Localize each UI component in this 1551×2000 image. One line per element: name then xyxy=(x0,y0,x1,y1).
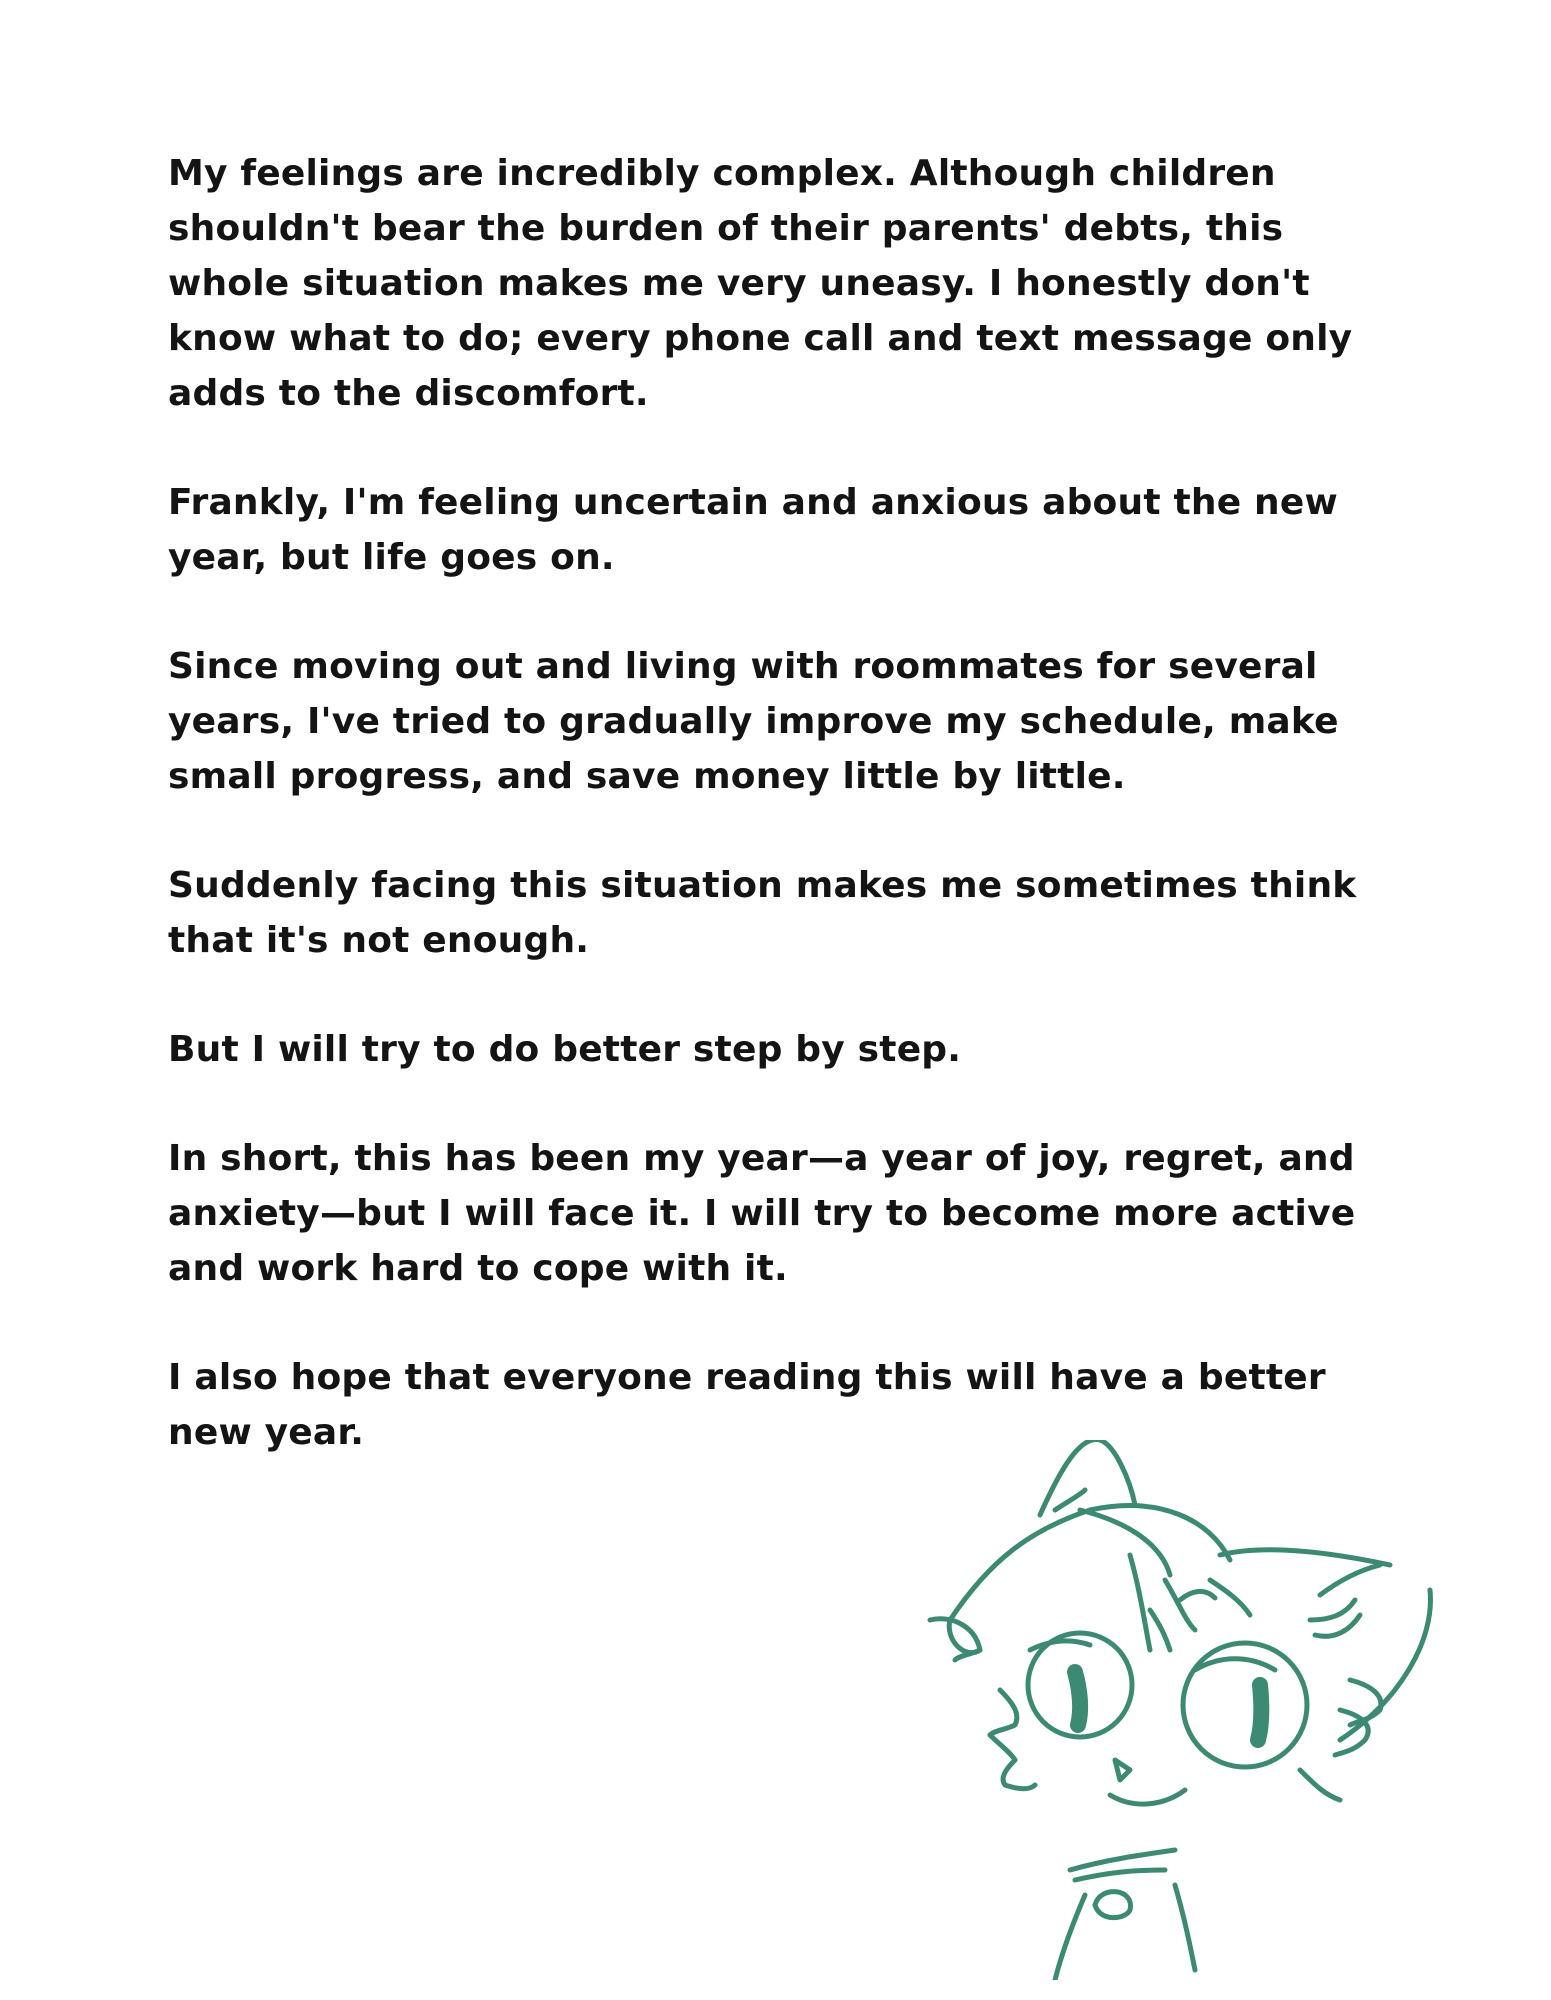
paragraph-4: Suddenly facing this situation makes me sometimes think that it's not enough. xyxy=(168,865,1357,961)
paragraph-1: My feelings are incredibly complex. Although children shouldn't bear the burden of their parents' debts, this whole situation makes me very uneasy. I honestly don't know what to do; every phone call and text message only adds to the discomfort. xyxy=(168,153,1353,414)
paragraph-5: But I will try to do better step by step. xyxy=(168,1029,962,1070)
paragraph-6: In short, this has been my year—a year of joy, regret, and anxiety—but I will face it. I will try to become more active and work hard to cope with it. xyxy=(168,1138,1356,1289)
paragraph-7: I also hope that everyone reading this will have a better new year. xyxy=(168,1357,1326,1453)
paragraph-2: Frankly, I'm feeling uncertain and anxious about the new year, but life goes on. xyxy=(168,482,1338,578)
paragraph-3: Since moving out and living with roommates for several years, I've tried to gradually improve my schedule, make small progress, and save money little by little. xyxy=(168,646,1339,797)
journal-text xyxy=(168,146,1398,1460)
cat-character-sketch-icon xyxy=(920,1440,1480,1980)
